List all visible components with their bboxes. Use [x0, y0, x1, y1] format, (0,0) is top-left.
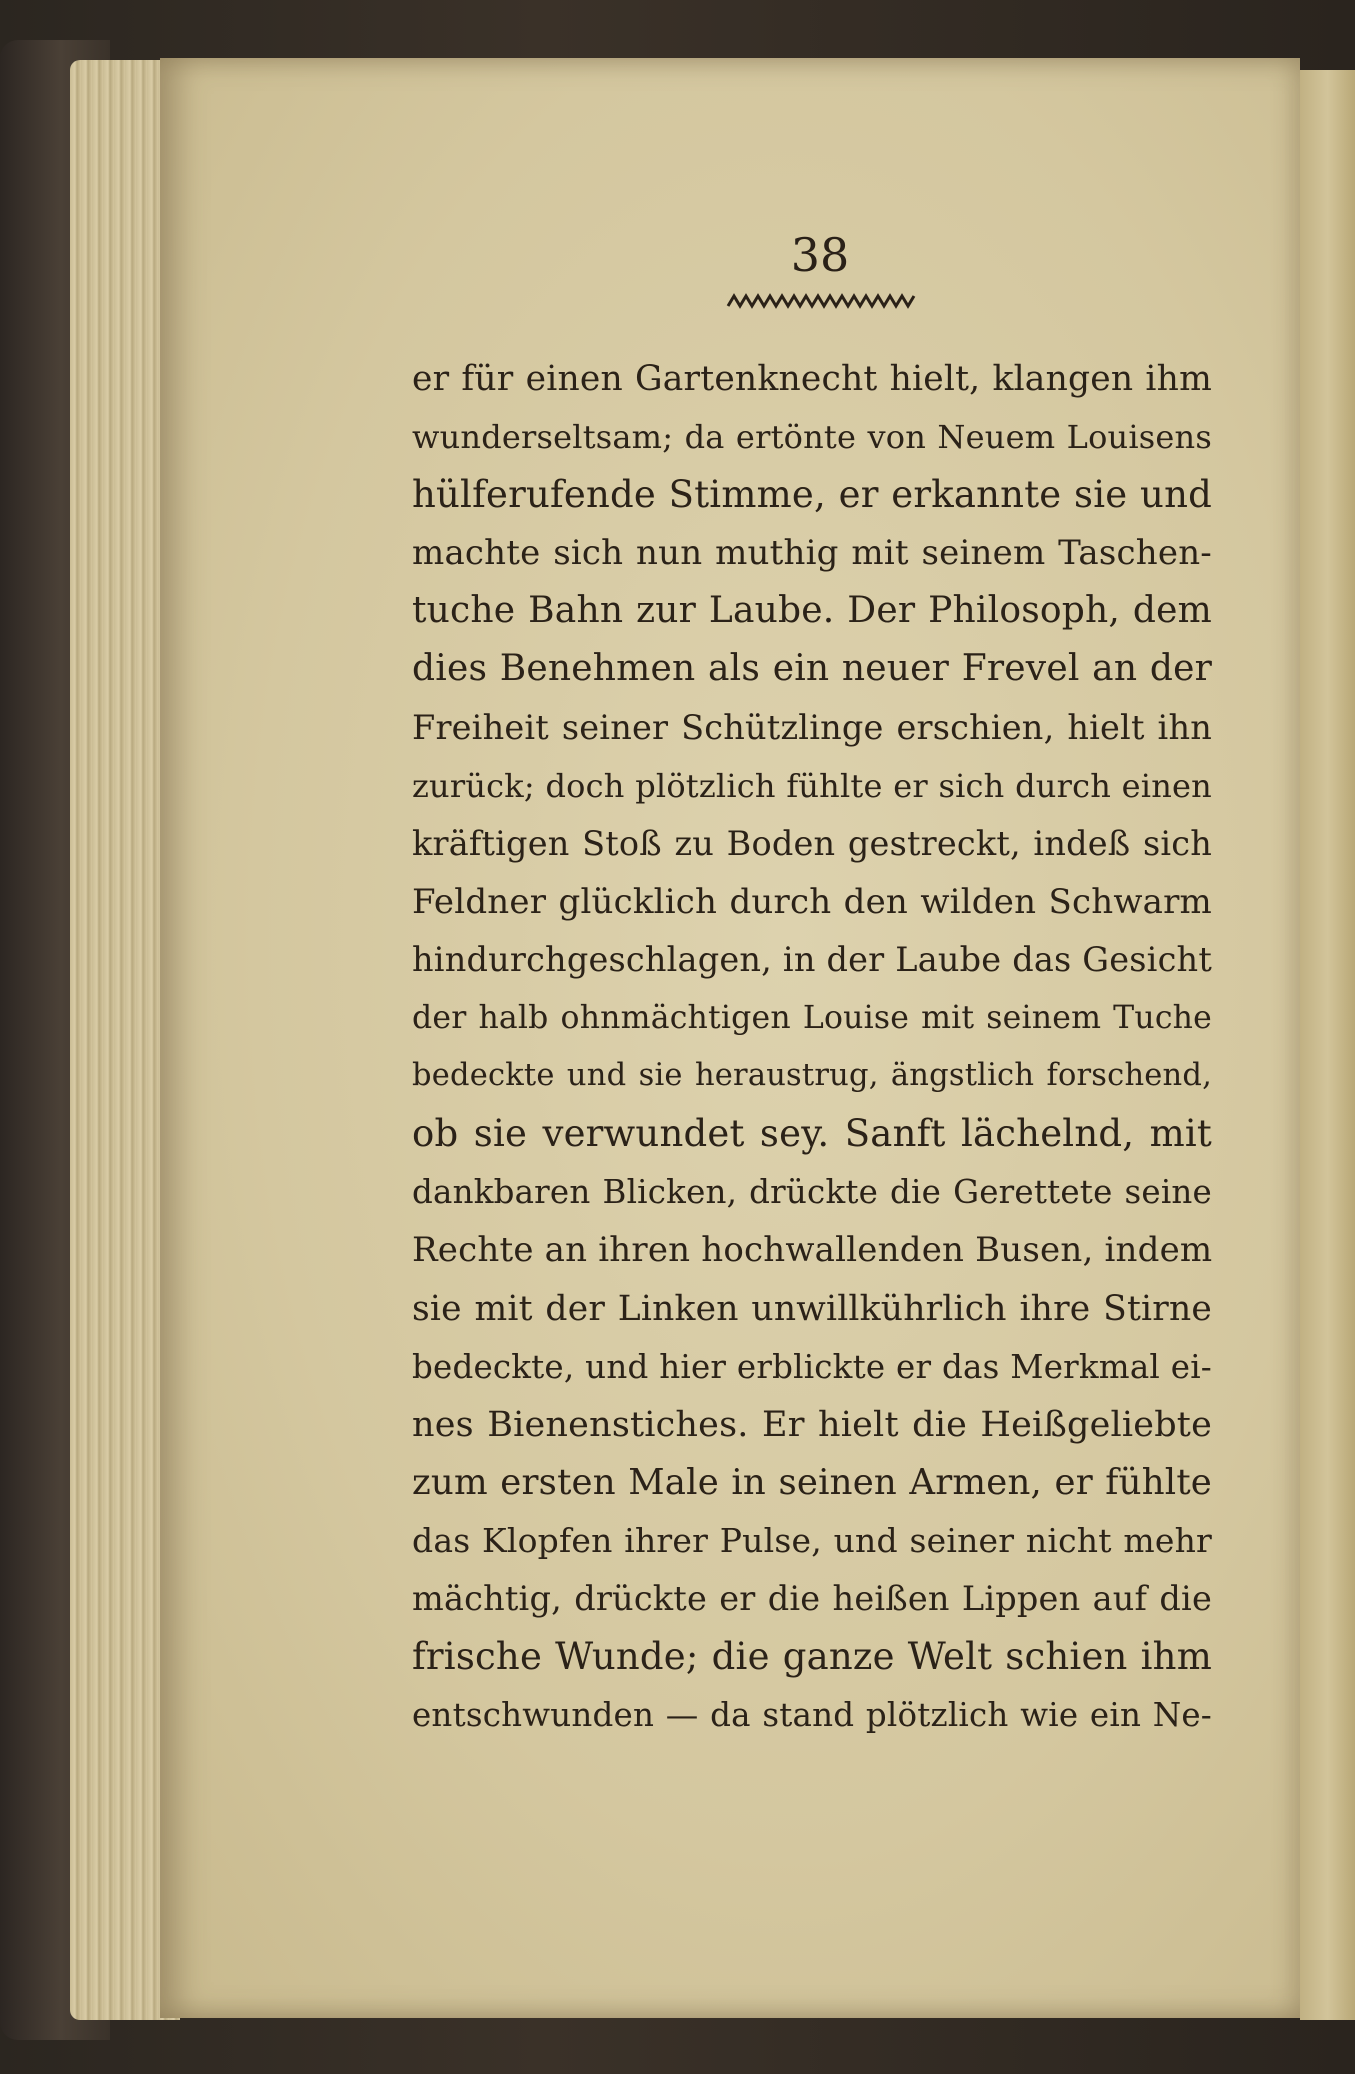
page-number: 38	[790, 228, 850, 282]
text-line: mächtig, drückte er die heißen Lippen auf die	[412, 1578, 1212, 1618]
text-line: der halb ohnmächtigen Louise mit seinem Tuche	[412, 1000, 1212, 1037]
body-text	[412, 350, 1212, 1744]
text-line: Feldner glücklich durch den wilden Schwarm	[412, 881, 1212, 922]
text-line: er für einen Gartenknecht hielt, klangen ihm	[412, 359, 1212, 399]
text-line: wunderseltsam; da ertönte von Neuem Louisens	[412, 418, 1212, 457]
text-line: zurück; doch plötzlich fühlte er sich durch einen	[412, 766, 1212, 805]
text-line: ob sie verwundet sey. Sanft lächelnd, mit	[412, 1112, 1212, 1156]
text-line: machte sich nun muthig mit seinem Taschen-	[412, 533, 1212, 574]
text-line: frische Wunde; die ganze Welt schien ihm	[412, 1635, 1212, 1679]
text-line: hindurchgeschlagen, in der Laube das Gesicht	[412, 939, 1212, 979]
text-line: kräftigen Stoß zu Boden gestreckt, indeß sich	[412, 823, 1212, 863]
text-line: hülferufende Stimme, er erkannte sie und	[412, 473, 1212, 517]
text-line: dies Benehmen als ein neuer Frevel an der	[412, 648, 1212, 690]
text-line: sie mit der Linken unwillkührlich ihre Stirne	[412, 1288, 1212, 1329]
text-line: zum ersten Male in seinen Armen, er fühlte	[412, 1461, 1212, 1503]
wavy-ornament	[726, 292, 916, 310]
text-line: bedeckte, und hier erblickte er das Merkmal ei-	[412, 1347, 1212, 1386]
text-line: das Klopfen ihrer Pulse, und seiner nicht mehr	[412, 1520, 1212, 1560]
text-line: entschwunden — da stand plötzlich wie ein Ne-	[412, 1696, 1212, 1735]
text-line: dankbaren Blicken, drückte die Gerettete seine	[412, 1173, 1212, 1212]
text-line: Rechte an ihren hochwallenden Busen, indem	[412, 1230, 1213, 1271]
adjacent-page-edge	[1300, 70, 1355, 2020]
text-line: nes Bienenstiches. Er hielt die Heißgeliebte	[412, 1404, 1212, 1445]
text-line: tuche Bahn zur Laube. Der Philosoph, dem	[412, 590, 1212, 632]
text-line: bedeckte und sie heraustrug, ängstlich forschend,	[412, 1058, 1212, 1094]
text-line: Freiheit seiner Schützlinge erschien, hielt ihn	[412, 707, 1212, 747]
